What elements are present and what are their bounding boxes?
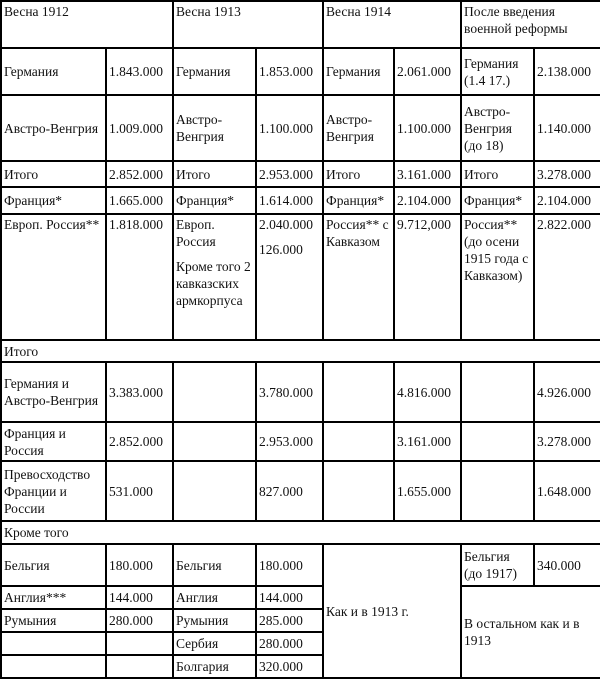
cell: Англия [173, 586, 256, 609]
cell: Германия и Австро-Венгрия [1, 362, 106, 422]
cell: 180.000 [256, 544, 323, 586]
cell: 1.009.000 [106, 95, 173, 161]
cell: Итого [461, 161, 534, 187]
cell-text: 126.000 [259, 242, 303, 257]
cell: 144.000 [106, 586, 173, 609]
cell: Бельгия (до 1917) [461, 544, 534, 586]
cell: Румыния [173, 609, 256, 632]
cell: 320.000 [256, 655, 323, 678]
cell: 1.853.000 [256, 48, 323, 95]
cell: 280.000 [256, 632, 323, 655]
cell: Европ. Россия** [1, 214, 106, 340]
cell: 3.161.000 [394, 422, 461, 461]
cell: 1.843.000 [106, 48, 173, 95]
cell: 340.000 [534, 544, 600, 586]
cell: 2.953.000 [256, 161, 323, 187]
cell: 9.712,000 [394, 214, 461, 340]
cell: Франция* [173, 187, 256, 214]
cell: 3.278.000 [534, 422, 600, 461]
cell: 1.655.000 [394, 461, 461, 521]
cell [323, 362, 394, 422]
cell: 2.104.000 [534, 187, 600, 214]
cell: Болгария [173, 655, 256, 678]
cell [173, 461, 256, 521]
cell: 4.816.000 [394, 362, 461, 422]
cell: Англия*** [1, 586, 106, 609]
cell-text: Европ. Россия [176, 217, 216, 249]
table-row [1, 95, 600, 161]
cell: 1.614.000 [256, 187, 323, 214]
table-row [1, 544, 600, 586]
cell: Австро-Венгрия [1, 95, 106, 161]
cell [461, 461, 534, 521]
cell: 180.000 [106, 544, 173, 586]
cell-text: Кроме того 2 кавказских армкорпуса [176, 259, 251, 308]
cell [1, 655, 106, 678]
cell: 2.852.000 [106, 161, 173, 187]
russia-row [1, 214, 600, 340]
cell: Бельгия [1, 544, 106, 586]
cell: 3.161.000 [394, 161, 461, 187]
cell: В остальном как и в 1913 [461, 586, 600, 678]
cell: Россия** (до осени 1915 года с Кавказом) [461, 214, 534, 340]
cell: 1.140.000 [534, 95, 600, 161]
cell: Итого [323, 161, 394, 187]
cell: 3.383.000 [106, 362, 173, 422]
cell: Итого [173, 161, 256, 187]
header-1913: Весна 1913 [173, 1, 323, 48]
table-row [1, 48, 600, 95]
cell: Франция* [461, 187, 534, 214]
cell: 1.665.000 [106, 187, 173, 214]
table-row [1, 187, 600, 214]
table-row [1, 586, 600, 609]
cell: Франция* [1, 187, 106, 214]
cell: 144.000 [256, 586, 323, 609]
cell: 1.818.000 [106, 214, 173, 340]
cell: Австро-Венгрия [173, 95, 256, 161]
cell: 2.104.000 [394, 187, 461, 214]
cell: 2.852.000 [106, 422, 173, 461]
cell: 531.000 [106, 461, 173, 521]
cell: Австро-Венгрия (до 18) [461, 95, 534, 161]
cell: Франция и Россия [1, 422, 106, 461]
cell: Румыния [1, 609, 106, 632]
cell: 2.061.000 [394, 48, 461, 95]
header-1914: Весна 1914 [323, 1, 461, 48]
cell: Австро-Венгрия [323, 95, 394, 161]
totals-heading: Итого [1, 340, 600, 362]
cell: 2.138.000 [534, 48, 600, 95]
cell [106, 655, 173, 678]
cell: Бельгия [173, 544, 256, 586]
header-1912: Весна 1912 [1, 1, 173, 48]
cell: Сербия [173, 632, 256, 655]
cell: 4.926.000 [534, 362, 600, 422]
cell [173, 422, 256, 461]
cell: Германия (1.4 17.) [461, 48, 534, 95]
cell: 1.100.000 [394, 95, 461, 161]
cell: Германия [323, 48, 394, 95]
cell [461, 422, 534, 461]
cell: Германия [1, 48, 106, 95]
cell: Превосходство Франции и России [1, 461, 106, 521]
header-reform: После введения военной реформы [461, 1, 600, 48]
cell [106, 632, 173, 655]
cell [323, 422, 394, 461]
cell [173, 214, 256, 340]
table-row [1, 422, 600, 461]
cell: 2.953.000 [256, 422, 323, 461]
cell: 2.822.000 [534, 214, 600, 340]
cell: 3.278.000 [534, 161, 600, 187]
header-row [1, 1, 600, 48]
cell [256, 214, 323, 340]
cell: 827.000 [256, 461, 323, 521]
cell-text: 2.040.000 [259, 217, 314, 232]
cell [323, 461, 394, 521]
cell: 280.000 [106, 609, 173, 632]
cell: Россия** с Кавказом [323, 214, 394, 340]
cell: Итого [1, 161, 106, 187]
cell: Германия [173, 48, 256, 95]
table-row [1, 362, 600, 422]
cell: Франция* [323, 187, 394, 214]
cell [461, 362, 534, 422]
cell [1, 632, 106, 655]
cell [173, 362, 256, 422]
cell: 3.780.000 [256, 362, 323, 422]
cell: 1.100.000 [256, 95, 323, 161]
besides-heading: Кроме того [1, 521, 600, 544]
cell: 285.000 [256, 609, 323, 632]
cell: Как и в 1913 г. [323, 544, 461, 678]
table-row [1, 461, 600, 521]
cell: 1.648.000 [534, 461, 600, 521]
table-row [1, 161, 600, 187]
